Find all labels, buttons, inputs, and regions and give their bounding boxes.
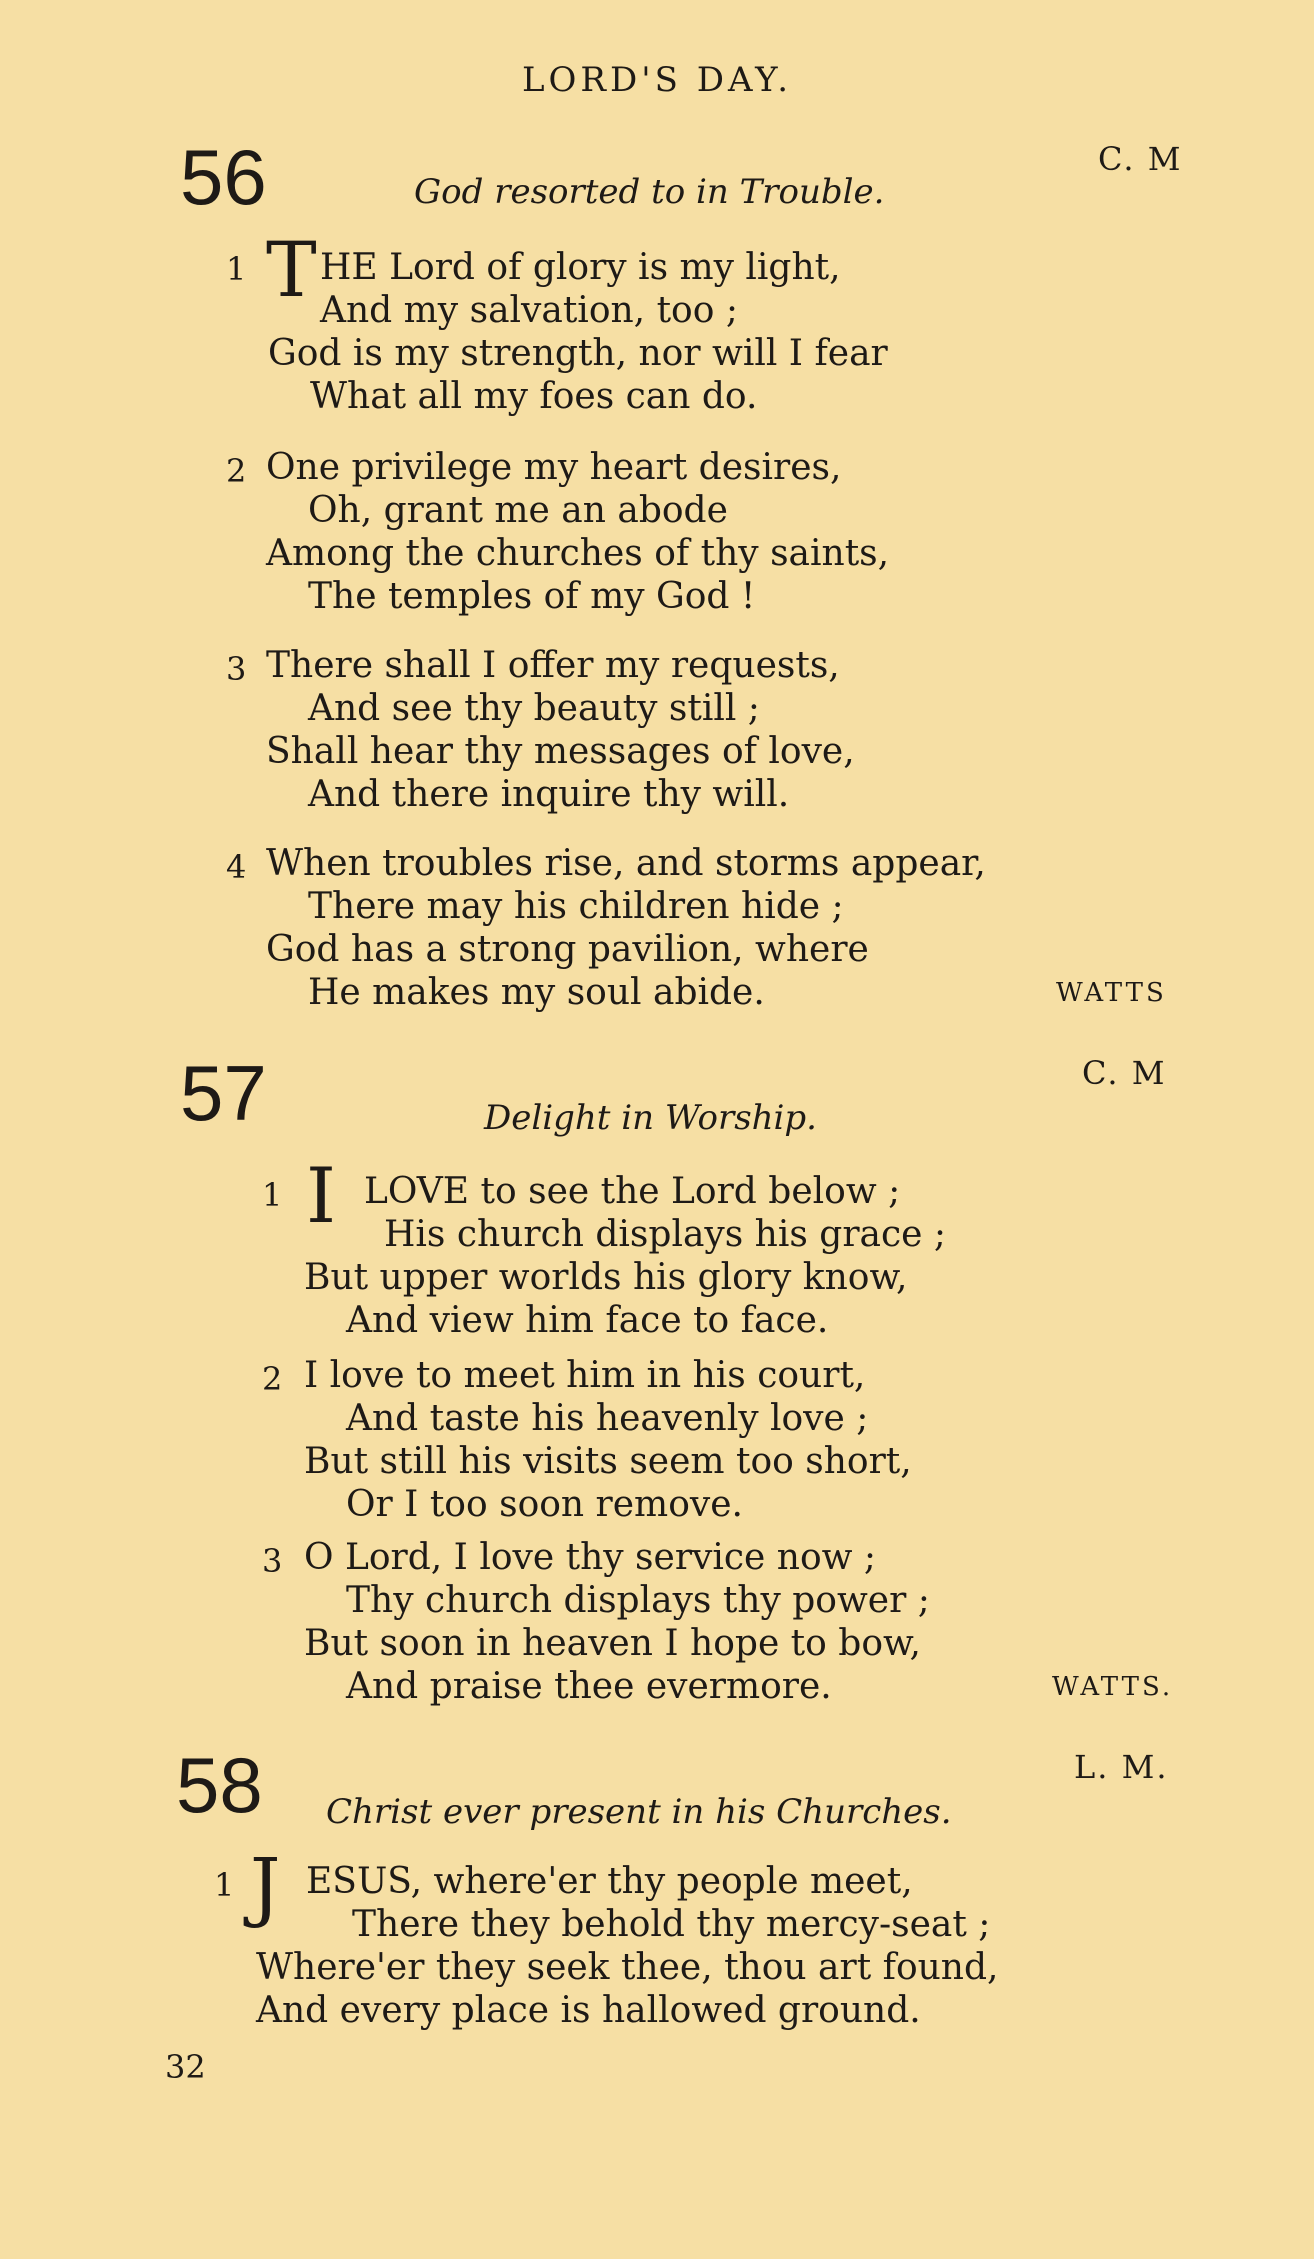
verse-line: HE Lord of glory is my light, <box>320 247 841 288</box>
verse-line: The temples of my God ! <box>308 576 756 617</box>
verse-line: And there inquire thy will. <box>308 774 790 815</box>
verse <box>304 1354 912 1526</box>
verse-line: God has a strong pavilion, where <box>266 929 869 970</box>
verse-line: He makes my soul abide. <box>308 972 765 1013</box>
verse-line: His church displays his grace ; <box>384 1214 947 1255</box>
verse-line: And every place is hallowed ground. <box>256 1990 921 2031</box>
hymn-number: 58 <box>176 1741 263 1829</box>
verse-line: And praise thee evermore. <box>346 1666 832 1707</box>
author-attribution: WATTS <box>1056 978 1167 1008</box>
verse-number: 3 <box>226 650 247 688</box>
verse-line: And see thy beauty still ; <box>308 688 760 729</box>
hymn-number: 56 <box>180 133 267 221</box>
page-number: 32 <box>165 2048 206 2086</box>
verse-line: But soon in heaven I hope to bow, <box>304 1623 921 1664</box>
verse-line: Shall hear thy messages of love, <box>266 731 855 772</box>
verse <box>266 446 889 618</box>
hymn-title: God resorted to in Trouble. <box>414 172 885 212</box>
hymn-meter: L. M. <box>1074 1748 1169 1786</box>
verse-line: When troubles rise, and storms appear, <box>266 843 986 884</box>
verse-line: LOVE to see the Lord below ; <box>364 1171 901 1212</box>
verse <box>304 1170 946 1342</box>
hymn-meter: C. M <box>1082 1054 1167 1092</box>
verse-number: 2 <box>226 452 247 490</box>
verse <box>266 842 986 1014</box>
verse-line: And taste his heavenly love ; <box>346 1398 869 1439</box>
verse-line: There they behold thy mercy-seat ; <box>352 1904 991 1945</box>
verse <box>266 644 855 816</box>
verse-line: Among the churches of thy saints, <box>266 533 890 574</box>
verse-number: 2 <box>262 1360 283 1398</box>
verse-line: O Lord, I love thy service now ; <box>304 1537 877 1578</box>
verse <box>256 1860 998 2032</box>
verse-line: ESUS, where'er thy people meet, <box>306 1861 913 1902</box>
verse-line: Oh, grant me an abode <box>308 490 728 531</box>
verse-number: 1 <box>226 250 247 288</box>
verse-number: 1 <box>214 1866 235 1904</box>
author-attribution: WATTS. <box>1052 1672 1174 1702</box>
hymn-number: 57 <box>180 1049 267 1137</box>
verse-line: One privilege my heart desires, <box>266 447 842 488</box>
hymn-meter: C. M <box>1098 140 1183 178</box>
verse-line: There shall I offer my requests, <box>266 645 840 686</box>
verse-line: But upper worlds his glory know, <box>304 1257 908 1298</box>
verse-line: But still his visits seem too short, <box>304 1441 912 1482</box>
hymn-title: Delight in Worship. <box>484 1098 817 1138</box>
verse-line: Thy church displays thy power ; <box>346 1580 930 1621</box>
verse-line: And my salvation, too ; <box>320 290 738 331</box>
verse <box>304 1536 930 1708</box>
verse-line: And view him face to face. <box>346 1300 829 1341</box>
hymn-title: Christ ever present in his Churches. <box>326 1792 952 1832</box>
running-head: LORD'S DAY. <box>521 60 793 100</box>
verse <box>268 246 888 418</box>
verse-number: 3 <box>262 1542 283 1580</box>
dropcap: J <box>250 1841 281 1930</box>
verse-line: Or I too soon remove. <box>346 1484 743 1525</box>
verse-number: 4 <box>226 848 247 886</box>
verse-number: 1 <box>262 1176 283 1214</box>
verse-line: I love to meet him in his court, <box>304 1355 866 1396</box>
verse-line: God is my strength, nor will I fear <box>268 333 888 374</box>
verse-line: What all my foes can do. <box>310 376 758 417</box>
verse-line: Where'er they seek thee, thou art found, <box>256 1947 999 1988</box>
dropcap: I <box>306 1151 337 1240</box>
dropcap: T <box>266 225 317 314</box>
verse-line: There may his children hide ; <box>308 886 844 927</box>
